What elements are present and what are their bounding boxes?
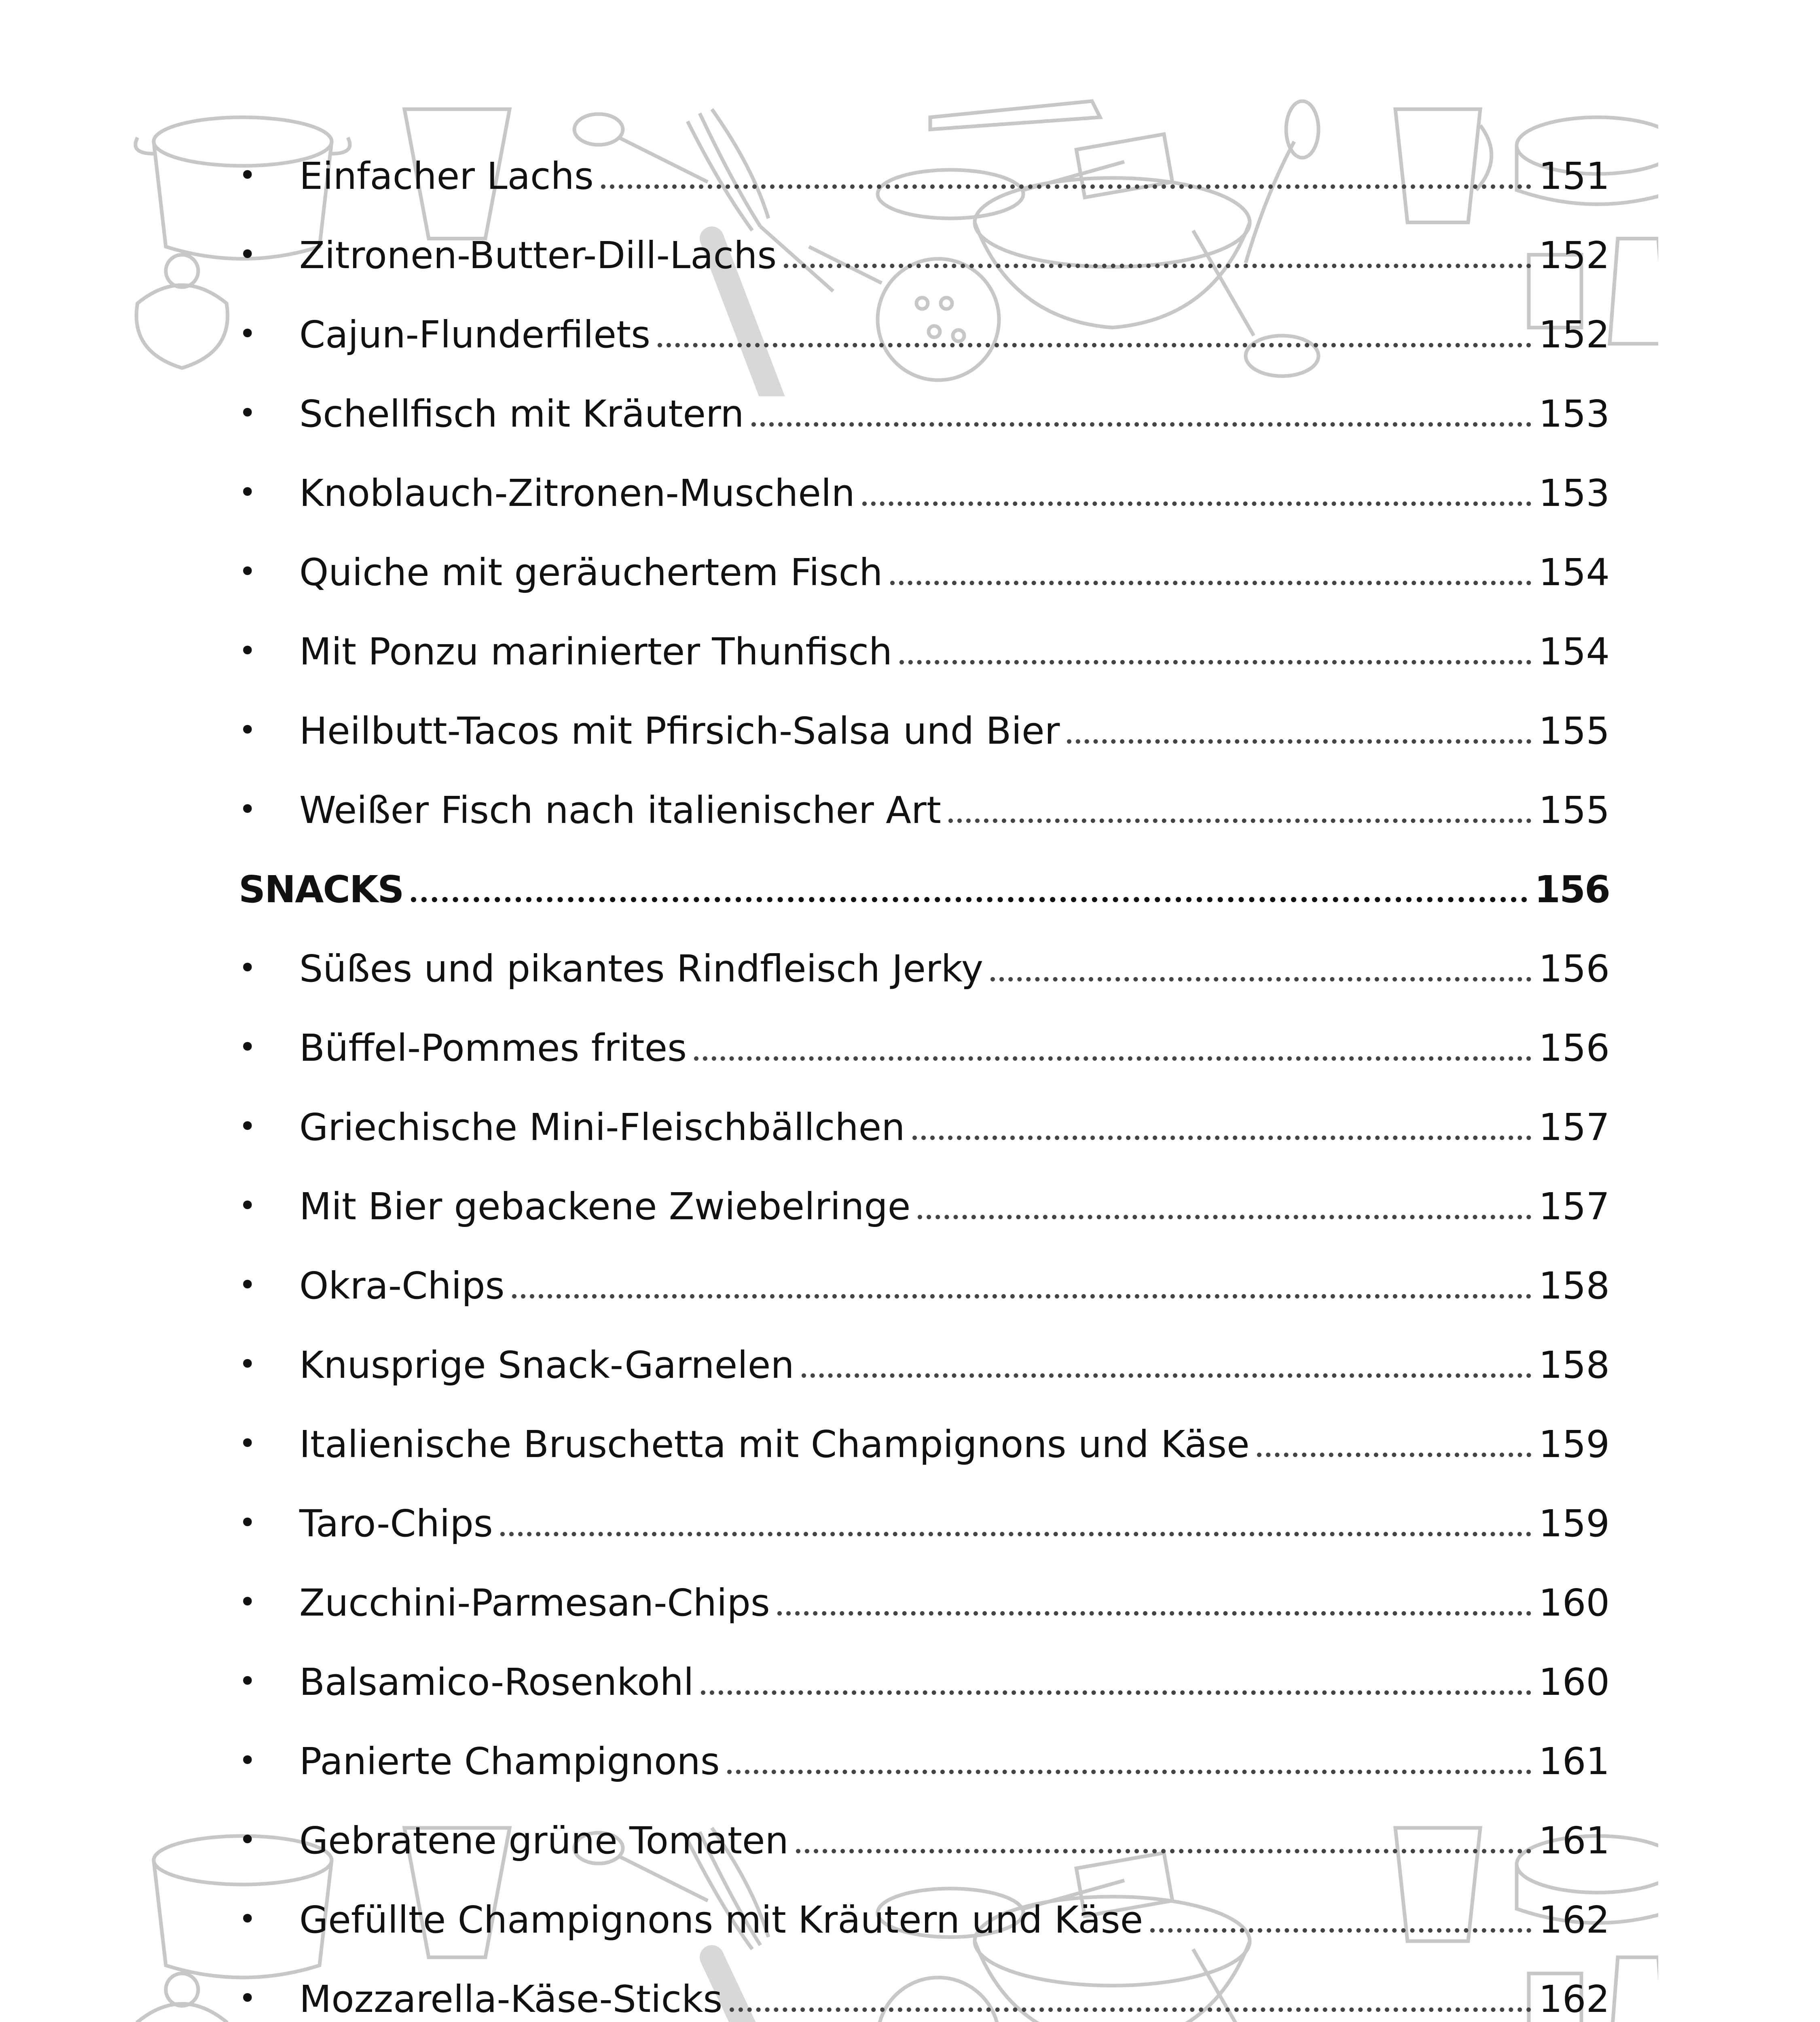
bullet-icon: • bbox=[239, 317, 256, 351]
toc-entry-title: Cajun-Flunderfilets bbox=[299, 313, 651, 356]
toc-page-number: 160 bbox=[1539, 1581, 1610, 1624]
bullet-icon: • bbox=[239, 634, 256, 668]
bullet-icon: • bbox=[239, 158, 256, 193]
toc-entry-title: Schellfisch mit Kräutern bbox=[299, 392, 744, 436]
dot-leader bbox=[784, 259, 1531, 268]
toc-entry-title: SNACKS bbox=[239, 868, 404, 911]
toc-entry[interactable] bbox=[239, 947, 1610, 1030]
toc-entry-title: Weißer Fisch nach italienischer Art bbox=[299, 789, 941, 832]
toc-page-number: 154 bbox=[1539, 630, 1610, 673]
bullet-icon: • bbox=[239, 951, 256, 986]
toc-page-number: 162 bbox=[1539, 1898, 1610, 1942]
toc-page-number: 152 bbox=[1539, 313, 1610, 356]
toc-page-number: 156 bbox=[1539, 947, 1610, 990]
toc-entry-title: Mit Bier gebackene Zwiebelringe bbox=[299, 1185, 911, 1228]
bullet-icon: • bbox=[239, 1268, 256, 1303]
bullet-icon: • bbox=[239, 396, 256, 431]
toc-entry[interactable] bbox=[239, 234, 1610, 316]
dot-leader bbox=[948, 814, 1531, 823]
bullet-icon: • bbox=[239, 1426, 256, 1461]
toc-entry[interactable] bbox=[239, 313, 1610, 396]
toc-entry[interactable] bbox=[239, 1343, 1610, 1426]
toc-entry[interactable] bbox=[239, 1898, 1610, 1981]
toc-page-number: 154 bbox=[1539, 551, 1610, 594]
dot-leader bbox=[862, 497, 1532, 506]
toc-entry[interactable] bbox=[239, 551, 1610, 633]
toc-page-number: 156 bbox=[1534, 868, 1610, 911]
dot-leader bbox=[777, 1606, 1532, 1616]
bullet-icon: • bbox=[239, 237, 256, 272]
dot-leader bbox=[411, 892, 1527, 902]
bullet-icon: • bbox=[239, 1347, 256, 1382]
toc-entry-title: Büffel-Pommes frites bbox=[299, 1026, 687, 1070]
toc-entry-title: Zucchini-Parmesan-Chips bbox=[299, 1581, 770, 1624]
toc-entry-title: Panierte Champignons bbox=[299, 1740, 720, 1783]
dot-leader bbox=[658, 338, 1531, 347]
toc-page-number: 159 bbox=[1539, 1502, 1610, 1545]
bullet-icon: • bbox=[239, 475, 256, 510]
dot-leader bbox=[730, 2003, 1531, 2012]
bullet-icon: • bbox=[239, 1030, 256, 1065]
toc-page-number: 158 bbox=[1539, 1264, 1610, 1307]
toc-page-number: 159 bbox=[1539, 1423, 1610, 1466]
toc-entry-title: Gebratene grüne Tomaten bbox=[299, 1819, 789, 1862]
toc-entry[interactable] bbox=[239, 709, 1610, 792]
toc-page-number: 153 bbox=[1539, 392, 1610, 436]
toc-entry[interactable] bbox=[239, 789, 1610, 871]
bullet-icon: • bbox=[239, 1109, 256, 1144]
dot-leader bbox=[1257, 1448, 1532, 1457]
toc-entry-title: Italienische Bruschetta mit Champignons und Käse bbox=[299, 1423, 1250, 1466]
toc-entry-title: Griechische Mini-Fleischbällchen bbox=[299, 1106, 905, 1149]
toc-entry-title: Quiche mit geräuchertem Fisch bbox=[299, 551, 883, 594]
toc-entry-title: Knoblauch-Zitronen-Muscheln bbox=[299, 472, 855, 515]
toc-page-number: 152 bbox=[1539, 234, 1610, 277]
bullet-icon: • bbox=[239, 1506, 256, 1540]
toc-page-number: 162 bbox=[1539, 1978, 1610, 2021]
toc-entry[interactable] bbox=[239, 1185, 1610, 1267]
toc-entry-title: Süßes und pikantes Rindfleisch Jerky bbox=[299, 947, 984, 990]
toc-page-number: 158 bbox=[1539, 1343, 1610, 1387]
dot-leader bbox=[918, 1210, 1531, 1219]
toc-entry[interactable] bbox=[239, 1581, 1610, 1664]
toc-entry[interactable] bbox=[239, 1660, 1610, 1743]
toc-entry-title: Zitronen-Butter-Dill-Lachs bbox=[299, 234, 777, 277]
dot-leader bbox=[990, 972, 1531, 981]
toc-entry[interactable] bbox=[239, 392, 1610, 475]
toc-entry[interactable] bbox=[239, 154, 1610, 237]
bullet-icon: • bbox=[239, 1664, 256, 1699]
bullet-icon: • bbox=[239, 1189, 256, 1223]
bullet-icon: • bbox=[239, 1902, 256, 1937]
bullet-icon: • bbox=[239, 554, 256, 589]
toc-entry[interactable] bbox=[239, 1740, 1610, 1822]
bullet-icon: • bbox=[239, 713, 256, 748]
toc-page-number: 161 bbox=[1539, 1740, 1610, 1783]
toc-page-number: 157 bbox=[1539, 1106, 1610, 1149]
dot-leader bbox=[601, 180, 1532, 189]
bullet-icon: • bbox=[239, 1743, 256, 1778]
toc-entry-title: Einfacher Lachs bbox=[299, 154, 594, 198]
toc-entry-title: Okra-Chips bbox=[299, 1264, 505, 1307]
toc-entry-title: Heilbutt-Tacos mit Pfirsich-Salsa und Bier bbox=[299, 709, 1060, 753]
dot-leader bbox=[727, 1765, 1532, 1774]
toc-entry[interactable] bbox=[239, 1978, 1610, 2022]
toc-page-number: 157 bbox=[1539, 1185, 1610, 1228]
toc-entry[interactable] bbox=[239, 1819, 1610, 1901]
toc-page-number: 155 bbox=[1539, 709, 1610, 753]
table-of-contents bbox=[239, 154, 1610, 2022]
dot-leader bbox=[500, 1527, 1532, 1536]
toc-entry-title: Taro-Chips bbox=[299, 1502, 493, 1545]
bullet-icon: • bbox=[239, 792, 256, 827]
toc-entry[interactable] bbox=[239, 630, 1610, 713]
toc-page-number: 153 bbox=[1539, 472, 1610, 515]
dot-leader bbox=[899, 655, 1531, 664]
toc-entry[interactable] bbox=[239, 1423, 1610, 1505]
dot-leader bbox=[751, 417, 1532, 427]
dot-leader bbox=[796, 1844, 1532, 1853]
toc-page-number: 156 bbox=[1539, 1026, 1610, 1070]
toc-page-number: 155 bbox=[1539, 789, 1610, 832]
dot-leader bbox=[890, 576, 1532, 585]
toc-page-number: 160 bbox=[1539, 1660, 1610, 1704]
bullet-icon: • bbox=[239, 1981, 256, 2016]
toc-section-heading[interactable] bbox=[239, 868, 1610, 950]
toc-entry-title: Balsamico-Rosenkohl bbox=[299, 1660, 694, 1704]
toc-entry-title: Mit Ponzu marinierter Thunfisch bbox=[299, 630, 893, 673]
dot-leader bbox=[1067, 734, 1531, 744]
toc-page-number: 151 bbox=[1539, 154, 1610, 198]
dot-leader bbox=[912, 1131, 1532, 1140]
toc-entry[interactable] bbox=[239, 1106, 1610, 1188]
toc-entry[interactable] bbox=[239, 1264, 1610, 1347]
toc-entry[interactable] bbox=[239, 1502, 1610, 1584]
dot-leader bbox=[802, 1368, 1532, 1378]
toc-entry[interactable] bbox=[239, 1026, 1610, 1109]
toc-entry[interactable] bbox=[239, 472, 1610, 554]
dot-leader bbox=[512, 1289, 1532, 1299]
bullet-icon: • bbox=[239, 1823, 256, 1857]
toc-page-number: 161 bbox=[1539, 1819, 1610, 1862]
bullet-icon: • bbox=[239, 1585, 256, 1620]
dot-leader bbox=[694, 1051, 1531, 1061]
toc-entry-title: Knusprige Snack-Garnelen bbox=[299, 1343, 794, 1387]
dot-leader bbox=[1150, 1923, 1531, 1933]
toc-entry-title: Gefüllte Champignons mit Kräutern und Käse bbox=[299, 1898, 1143, 1942]
dot-leader bbox=[701, 1686, 1531, 1695]
toc-entry-title: Mozzarella-Käse-Sticks bbox=[299, 1978, 723, 2021]
